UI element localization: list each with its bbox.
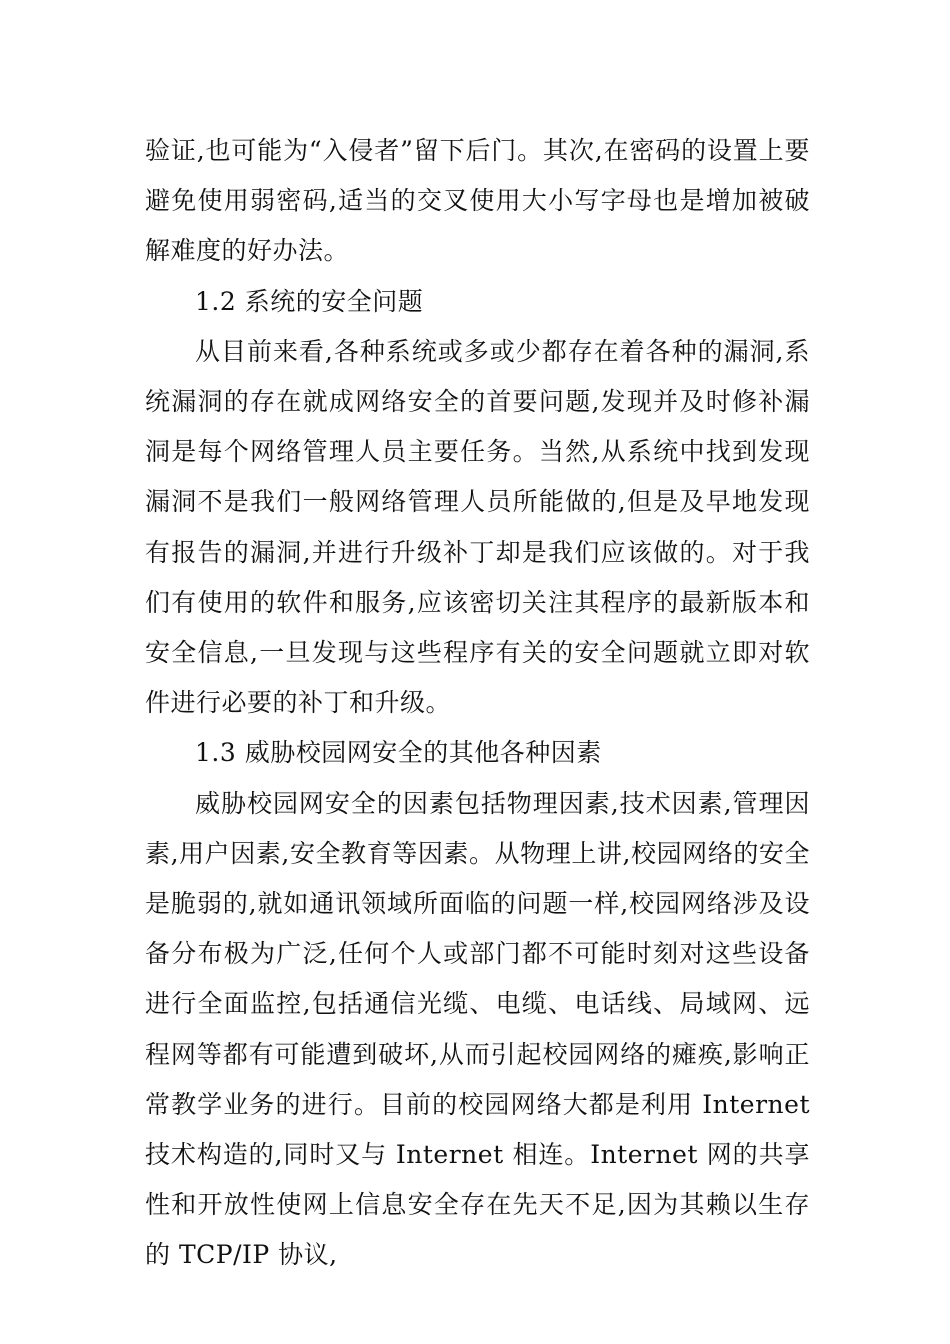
section-heading-1-2: 1.2 系统的安全问题 (195, 286, 424, 316)
body-paragraph: 验证,也可能为“入侵者”留下后门。其次,在密码的设置上要避免使用弱密码,适当的交叉使用大小写字母也是增加被破解难度的好办法。 (145, 136, 810, 266)
body-paragraph: 从目前来看,各种系统或多或少都存在着各种的漏洞,系统漏洞的存在就成网络安全的首要问题,发现并及时修补漏洞是每个网络管理人员主要任务。当然,从系统中找到发现漏洞不是我们一般网络管理人员所能做的,但是及早地发现有报告的漏洞,并进行升级补丁却是我们应该做的。对于我们有使用的软件和服务,应该密切关注其程序的最新版本和安全信息,一旦发现与这些程序有关的安全问题就立即对软件进行必要的补丁和升级。 (145, 336, 810, 718)
document-body (145, 126, 810, 1281)
section-heading-1-3: 1.3 威胁校园网安全的其他各种因素 (195, 738, 602, 768)
body-paragraph: 威胁校园网安全的因素包括物理因素,技术因素,管理因素,用户因素,安全教育等因素。从物理上讲,校园网络的安全是脆弱的,就如通讯领域所面临的问题一样,校园网络涉及设备分布极为广泛,任何个人或部门都不可能时刻对这些设备进行全面监控,包括通信光缆、电缆、电话线、局域网、远程网等都有可能遭到破坏,从而引起校园网络的瘫痪,影响正常教学业务的进行。目前的校园网络大都是利用 Internet 技术构造的,同时又与 Internet 相连。Internet 网的共享性和开放性使网上信息安全存在先天不足,因为其赖以生存的 TCP/IP 协议, (145, 788, 810, 1270)
